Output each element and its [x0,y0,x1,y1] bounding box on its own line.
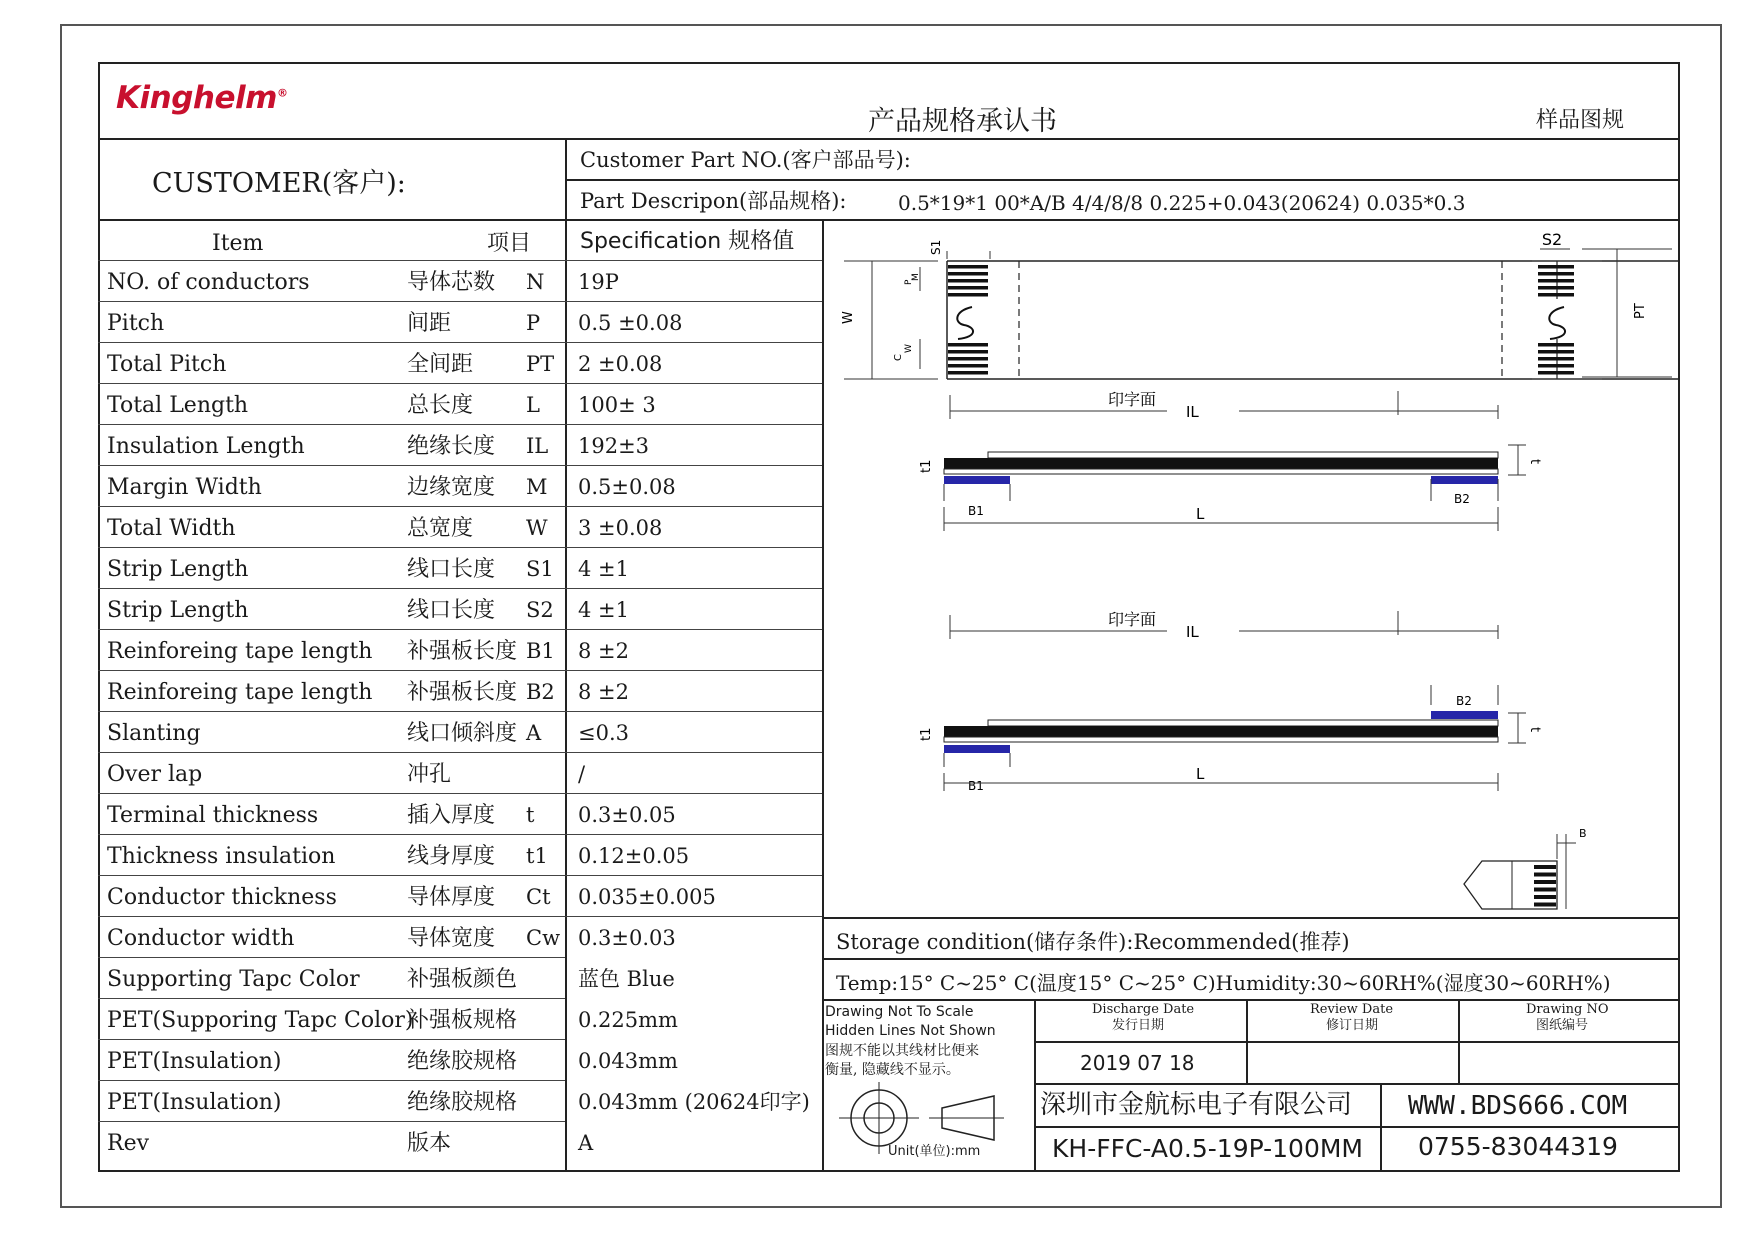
header-item-cn: 项目 [487,231,532,256]
spec-row-17-item-en: Conductor width [107,926,295,951]
conductor-stripe [948,343,988,347]
title-block-company-divider [1034,1083,1680,1085]
spec-row-10-item-en: Reinforeing tape length [107,639,373,664]
spec-row-8-item-cn: 线口长度 [407,557,496,582]
notice-cn-1: 图规不能以其线材比便来 [825,1043,979,1059]
discharge-date-en: Discharge Date [1092,1002,1195,1017]
spec-row-12-item-en: Slanting [107,721,201,746]
spec-row-4-item-cn: 总长度 [407,393,474,418]
l-label-a: L [1196,505,1205,523]
company-website: WWW.BDS666.COM [1408,1091,1628,1121]
spec-row-divider [98,465,822,466]
conductor-stripe [1538,371,1574,375]
pt-label: PT [1633,303,1648,319]
t1-label-b: t1 [919,727,934,741]
spec-row-2-item-cn: 间距 [407,311,452,336]
title-block-divider-1 [1034,999,1036,1172]
storage-temp: Temp:15° C~25° C(温度15° C~25° C)Humidity:30~60RH%(湿度30~60RH%) [836,971,1611,995]
spec-row-divider [98,383,822,384]
conductor-stripe [948,265,988,269]
spec-row-20-value: 0.043mm [578,1049,678,1073]
spec-row-19-value: 0.225mm [578,1008,678,1032]
spec-row-5-symbol: IL [526,434,549,458]
spec-row-21-value: 0.043mm (20624印字) [578,1090,810,1114]
customer-part-label: Customer Part NO.(客户部品号): [580,148,911,172]
spec-row-15-value: 0.12±0.05 [578,844,690,868]
header-spec: Specification 规格值 [580,229,795,254]
spec-row-divider [98,301,822,302]
conductor-stripe [1534,903,1556,907]
spec-row-16-item-en: Conductor thickness [107,885,337,910]
spec-row-8-symbol: S1 [526,557,554,581]
company-name: 深圳市金航标电子有限公司 [1040,1090,1353,1120]
spec-row-20-item-cn: 绝缘胶规格 [407,1049,518,1074]
spec-row-12-symbol: A [526,721,542,745]
spec-row-divider [98,998,565,999]
spec-row-divider [98,711,822,712]
title-block-date-divider [1034,1041,1680,1043]
conductor-stripe [948,357,988,361]
t-label-b: t [1527,727,1542,733]
spec-row-6-symbol: M [526,475,548,499]
slant-detail [1464,827,1587,909]
spec-row-divider [98,1121,565,1122]
spec-row-20-item-en: PET(Insulation) [107,1049,282,1074]
conductor-stripe [1538,293,1574,297]
spec-row-14-value: 0.3±0.05 [578,803,676,827]
spec-row-divider [98,752,822,753]
spec-row-1-item-cn: 导体芯数 [407,270,496,295]
spec-row-1-value: 19P [578,270,619,294]
conductor-stripe [1538,265,1574,269]
spec-row-14-symbol: t [526,803,535,827]
conductor-stripe [1538,272,1574,276]
spec-row-6-item-cn: 边缘宽度 [407,475,496,500]
spec-row-9-symbol: S2 [526,598,554,622]
spec-row-15-item-cn: 线身厚度 [407,844,496,869]
spec-row-12-item-cn: 线口倾斜度 [407,721,518,746]
b1-label-b: B1 [968,779,984,793]
spec-row-4-item-en: Total Length [107,393,249,418]
document-title: 产品规格承认书 [868,106,1057,137]
conductor-stripe [1534,865,1556,869]
conductor-stripe [1538,364,1574,368]
spec-row-18-value: 蓝色 Blue [578,967,675,991]
spec-row-5-item-cn: 绝缘长度 [407,434,496,459]
part-number: KH-FFC-A0.5-19P-100MM [1052,1134,1363,1163]
spec-row-2-symbol: P [526,311,541,335]
b1-label-a: B1 [968,504,984,518]
spec-row-divider [98,424,822,425]
s1-label: S1 [929,239,943,255]
spec-row-7-item-cn: 总宽度 [407,516,474,541]
spec-row-divider [98,916,822,917]
conductor-stripe [1534,873,1556,877]
m-label: M [911,273,921,281]
spec-row-9-item-cn: 线口长度 [407,598,496,623]
spec-row-4-symbol: L [526,393,540,417]
spec-row-4-value: 100± 3 [578,393,656,417]
column-divider-left [565,138,567,1172]
spec-row-2-item-en: Pitch [107,311,165,336]
spec-row-6-item-en: Margin Width [107,475,262,500]
spec-row-3-item-cn: 全间距 [407,352,474,377]
spec-row-19-item-cn: 补强板规格 [407,1008,518,1033]
conductor-stripe [948,371,988,375]
spec-row-11-item-en: Reinforeing tape length [107,680,373,705]
il-label-a: IL [1186,403,1199,421]
drawing-no-cn: 图纸编号 [1536,1018,1589,1033]
spec-row-divider [98,875,822,876]
c-label: C [893,354,904,361]
spec-row-15-symbol: t1 [526,844,548,868]
spec-row-21-item-cn: 绝缘胶规格 [407,1090,518,1115]
spec-row-5-value: 192±3 [578,434,650,458]
review-date-cn: 修订日期 [1326,1018,1379,1033]
l-label-b: L [1196,765,1205,783]
w-small-label: W [904,344,914,353]
spec-row-divider [98,834,822,835]
discharge-date-value: 2019 07 18 [1080,1051,1195,1075]
conductor-stripe [1538,279,1574,283]
spec-row-17-item-cn: 导体宽度 [407,926,496,951]
spec-row-3-symbol: PT [526,352,555,376]
logo-registered-mark: ® [276,86,288,100]
title-block-top [822,999,1680,1001]
s2-label: S2 [1541,230,1563,249]
print-side-label-b: 印字面 [1108,610,1157,629]
spec-row-13-item-en: Over lap [107,762,203,787]
spec-row-17-value: 0.3±0.03 [578,926,676,950]
storage-divider-top [822,917,1680,919]
spec-row-11-symbol: B2 [526,680,555,704]
spec-row-8-value: 4 ±1 [578,557,629,581]
spec-row-16-value: 0.035±0.005 [578,885,716,909]
spec-row-16-symbol: Ct [526,885,551,909]
spec-row-9-value: 4 ±1 [578,598,629,622]
spec-row-divider [98,342,822,343]
spec-row-5-item-en: Insulation Length [107,434,305,459]
header-divider [98,138,1680,140]
spec-row-11-item-cn: 补强板长度 [407,680,518,705]
spec-row-divider [98,506,822,507]
document-type: 样品图规 [1536,108,1625,133]
spec-row-14-item-en: Terminal thickness [107,803,319,828]
t1-label-a: t1 [919,459,934,473]
review-date-en: Review Date [1310,1002,1394,1017]
spec-row-divider [98,588,822,589]
conductor-stripe [1534,880,1556,884]
ffc-drawing [822,219,1680,917]
spec-row-8-item-en: Strip Length [107,557,249,582]
p-label: P [904,279,914,285]
spec-header-divider [98,260,822,261]
w-label: W [841,311,856,324]
title-block-part-divider [1034,1126,1680,1128]
spec-row-6-value: 0.5±0.08 [578,475,676,499]
customer-label: CUSTOMER(客户): [152,168,406,199]
conductor-stripe [948,350,988,354]
kinghelm-logo [116,80,287,116]
notice-cn-2: 衡量, 隐藏线不显示。 [825,1062,960,1078]
spec-row-10-item-cn: 补强板长度 [407,639,518,664]
il-label-b: IL [1186,623,1199,641]
spec-row-19-item-en: PET(Supporing Tapc Color) [107,1008,414,1033]
spec-row-2-value: 0.5 ±0.08 [578,311,683,335]
unit-label: Unit(单位):mm [888,1144,981,1159]
customer-part-divider [565,179,1680,181]
header-item-en: Item [212,231,264,256]
part-description-value: 0.5*19*1 00*A/B 4/4/8/8 0.225+0.043(20624) 0.035*0.3 [898,191,1466,215]
spec-row-14-item-cn: 插入厚度 [407,803,496,828]
t-label-a: t [1527,459,1542,465]
spec-row-3-item-en: Total Pitch [107,352,227,377]
conductor-stripe [1538,286,1574,290]
top-view [841,230,1680,379]
drawing-no-en: Drawing NO [1526,1002,1609,1017]
spec-row-11-value: 8 ±2 [578,680,629,704]
spec-row-1-item-en: NO. of conductors [107,270,310,295]
spec-row-10-value: 8 ±2 [578,639,629,663]
notice-not-to-scale: Drawing Not To Scale [825,1004,974,1020]
conductor-stripe [948,293,988,297]
conductor-stripe [948,279,988,283]
b2-label-a: B2 [1454,492,1470,506]
spec-row-22-item-en: Rev [107,1131,150,1156]
conductor-stripe [948,364,988,368]
spec-row-1-symbol: N [526,270,545,294]
notice-hidden-lines: Hidden Lines Not Shown [825,1023,996,1039]
spec-row-16-item-cn: 导体厚度 [407,885,496,910]
conductor-stripe [1538,350,1574,354]
spec-row-13-item-cn: 冲孔 [407,762,452,787]
conductor-stripe [948,286,988,290]
conductor-stripe [1538,357,1574,361]
spec-row-22-item-cn: 版本 [407,1131,452,1156]
conductor-stripe [1534,895,1556,899]
spec-row-15-item-en: Thickness insulation [107,844,336,869]
spec-row-17-symbol: Cw [526,926,561,950]
spec-row-divider [98,670,822,671]
logo-text: Kinghelm [116,80,277,116]
spec-row-18-item-en: Supporting Tapc Color [107,967,360,992]
spec-row-divider [98,629,822,630]
b-label: B [1579,827,1587,840]
b2-label-b: B2 [1456,694,1472,708]
storage-label: Storage condition(储存条件):Recommended(推荐) [836,930,1350,954]
spec-row-13-value: / [578,762,586,786]
print-side-label-a: 印字面 [1108,390,1157,409]
storage-divider-mid [822,958,1680,960]
spec-row-3-value: 2 ±0.08 [578,352,663,376]
side-view-b [919,610,1542,793]
spec-row-divider [98,793,822,794]
spec-row-7-symbol: W [526,516,548,540]
spec-row-10-symbol: B1 [526,639,555,663]
spec-row-22-value: A [578,1131,594,1155]
side-view-a [919,390,1542,531]
spec-row-12-value: ≤0.3 [578,721,629,745]
spec-row-divider [98,957,565,958]
conductor-stripe [1534,888,1556,892]
spec-row-18-item-cn: 补强板颜色 [407,967,518,992]
spec-row-9-item-en: Strip Length [107,598,249,623]
spec-row-7-item-en: Total Width [107,516,236,541]
conductor-stripe [948,272,988,276]
company-phone: 0755-83044319 [1418,1132,1618,1161]
conductor-stripe [1538,343,1574,347]
spec-row-7-value: 3 ±0.08 [578,516,663,540]
spec-row-divider [98,1080,565,1081]
discharge-date-cn: 发行日期 [1112,1018,1165,1033]
spec-row-21-item-en: PET(Insulation) [107,1090,282,1115]
part-description-label: Part Descripon(部品规格): [580,189,847,213]
spec-row-divider [98,547,822,548]
spec-row-divider [98,1039,565,1040]
